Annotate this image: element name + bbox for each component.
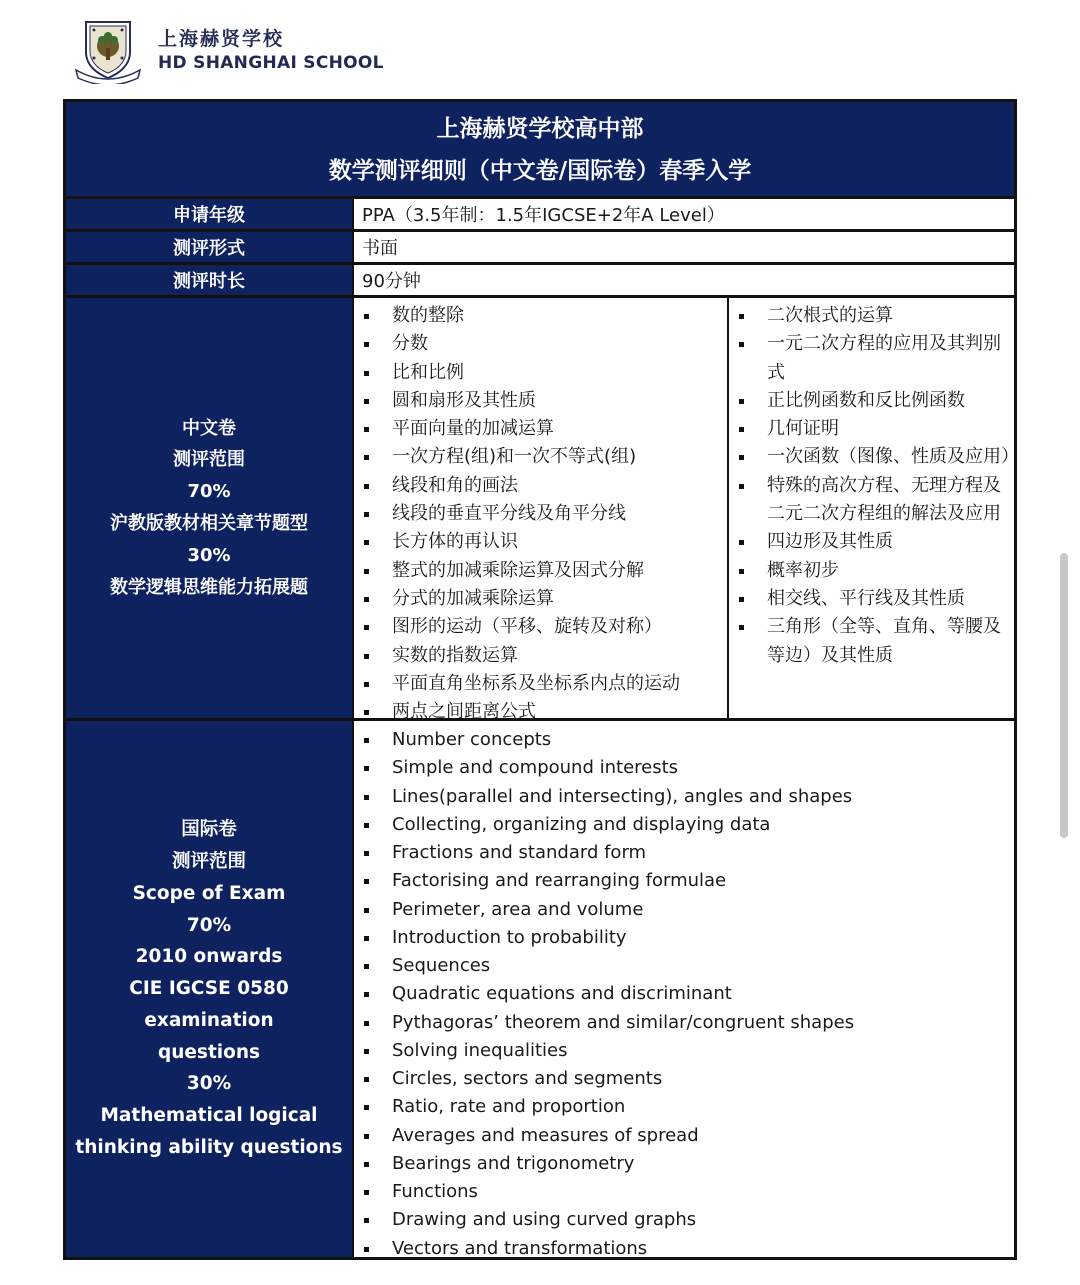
side-line: questions [157, 1041, 261, 1063]
list-item: 四边形及其性质 [737, 528, 1013, 556]
value-grade: PPA（3.5年制：1.5年IGCSE+2年A Level） [354, 199, 1014, 229]
international-topics-list [362, 726, 1002, 1263]
list-item: Bearings and trigonometry [362, 1150, 1002, 1178]
side-line: CIE IGCSE 0580 examination [129, 978, 289, 1031]
list-item: Sequences [362, 952, 1002, 980]
school-name-en: HD SHANGHAI SCHOOL [158, 53, 384, 73]
list-item: 平面直角坐标系及坐标系内点的运动 [362, 670, 726, 698]
chinese-paper-label [66, 298, 352, 718]
list-item: 正比例函数和反比例函数 [737, 387, 1013, 415]
list-item: 线段和角的画法 [362, 472, 726, 500]
international-paper-label [66, 721, 352, 1257]
side-line: 30% [187, 544, 231, 566]
side-line: 中文卷 [182, 417, 236, 439]
list-item: Ratio, rate and proportion [362, 1093, 1002, 1121]
list-item: Pythagoras’ theorem and similar/congruent shapes [362, 1009, 1002, 1037]
assessment-sheet [63, 99, 1017, 1260]
side-line: 测评范围 [173, 449, 245, 471]
list-item: 几何证明 [737, 415, 1013, 443]
value-format: 书面 [354, 232, 1014, 262]
column-divider [727, 295, 729, 720]
title-line-1: 上海赫贤学校高中部 [436, 116, 644, 142]
side-line: Mathematical logical [100, 1105, 318, 1127]
list-item: Number concepts [362, 726, 1002, 754]
list-item: Averages and measures of spread [362, 1122, 1002, 1150]
side-line: 2010 onwards [135, 946, 283, 968]
list-item: 长方体的再认识 [362, 528, 726, 556]
list-item: Collecting, organizing and displaying data [362, 811, 1002, 839]
list-item: 分数 [362, 330, 726, 358]
list-item: 比和比例 [362, 359, 726, 387]
page-scrollbar[interactable] [1060, 553, 1068, 838]
list-item: 平面向量的加减运算 [362, 415, 726, 443]
list-item: 图形的运动（平移、旋转及对称） [362, 613, 726, 641]
list-item: 一次方程(组)和一次不等式(组) [362, 443, 726, 471]
label-duration: 测评时长 [66, 265, 352, 295]
school-crest-icon [72, 18, 144, 84]
school-name-cn: 上海赫贤学校 [158, 28, 285, 50]
list-item: 二次根式的运算 [737, 302, 1013, 330]
list-item: Factorising and rearranging formulae [362, 867, 1002, 895]
side-line: Scope of Exam [132, 882, 286, 904]
school-logo [72, 18, 384, 84]
list-item: 两点之间距离公式 [362, 698, 726, 726]
column-divider [352, 196, 354, 1257]
list-item: 线段的垂直平分线及角平分线 [362, 500, 726, 528]
list-item: Circles, sectors and segments [362, 1065, 1002, 1093]
list-item: 一次函数（图像、性质及应用） [737, 443, 1013, 471]
sheet-title [66, 102, 1014, 196]
list-item: Vectors and transformations [362, 1235, 1002, 1263]
list-item: 分式的加减乘除运算 [362, 585, 726, 613]
side-line: 沪教版教材相关章节题型 [110, 513, 308, 534]
list-item: Simple and compound interests [362, 754, 1002, 782]
list-item: Solving inequalities [362, 1037, 1002, 1065]
side-line: 国际卷 [181, 819, 237, 841]
list-item: Drawing and using curved graphs [362, 1206, 1002, 1234]
list-item: Fractions and standard form [362, 839, 1002, 867]
list-item: Lines(parallel and intersecting), angles and shapes [362, 783, 1002, 811]
list-item: 数的整除 [362, 302, 726, 330]
chinese-topics-column-2 [737, 301, 1019, 722]
list-item: 相交线、平行线及其性质 [737, 585, 1013, 613]
list-item: 特殊的高次方程、无理方程及二元二次方程组的解法及应用 [737, 472, 1013, 529]
chinese-topics-column-1 [362, 301, 726, 722]
side-line: 测评范围 [171, 850, 246, 872]
list-item: 概率初步 [737, 557, 1013, 585]
side-line: 70% [187, 481, 231, 503]
list-item: 整式的加减乘除运算及因式分解 [362, 557, 726, 585]
side-line: thinking ability questions [75, 1137, 343, 1159]
list-item: 实数的指数运算 [362, 642, 726, 670]
title-line-2: 数学测评细则（中文卷/国际卷）春季入学 [328, 158, 752, 184]
side-line: 70% [186, 914, 232, 936]
list-item: 三角形（全等、直角、等腰及等边）及其性质 [737, 613, 1013, 670]
list-item: 一元二次方程的应用及其判别式 [737, 330, 1013, 387]
list-item: Quadratic equations and discriminant [362, 980, 1002, 1008]
side-line: 30% [186, 1073, 232, 1095]
list-item: Functions [362, 1178, 1002, 1206]
label-grade: 申请年级 [66, 199, 352, 229]
list-item: Introduction to probability [362, 924, 1002, 952]
label-format: 测评形式 [66, 232, 352, 262]
list-item: Perimeter, area and volume [362, 896, 1002, 924]
value-duration: 90分钟 [354, 265, 1014, 295]
list-item: 圆和扇形及其性质 [362, 387, 726, 415]
side-line: 数学逻辑思维能力拓展题 [110, 576, 308, 598]
